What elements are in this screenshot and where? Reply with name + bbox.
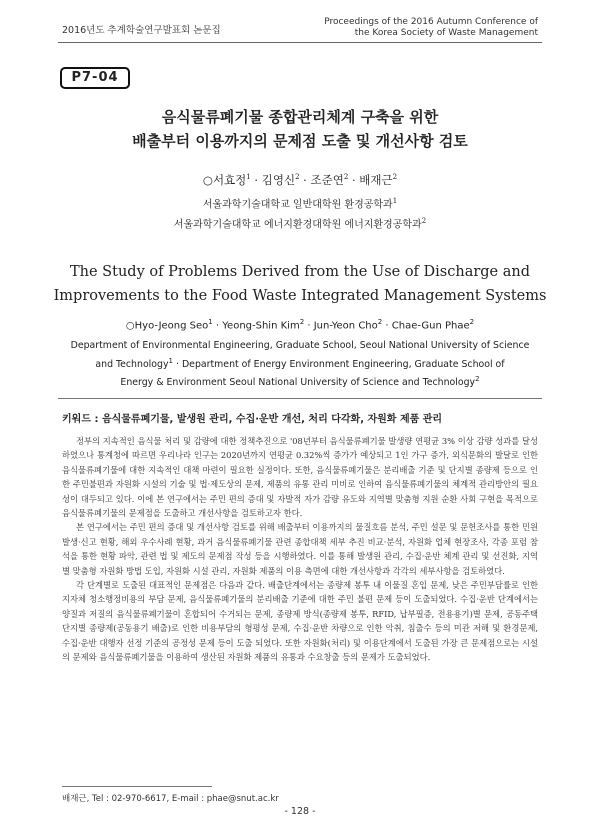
header-right-line2: the Korea Society of Waste Management bbox=[354, 28, 538, 38]
affiliation-sup: 2 bbox=[475, 375, 480, 384]
affiliation-sup: 1 bbox=[392, 197, 398, 205]
affiliation-sup: 2 bbox=[469, 318, 475, 326]
author-name: 조준연 bbox=[310, 173, 344, 187]
footnote-divider bbox=[62, 786, 212, 787]
english-title bbox=[0, 260, 600, 308]
header-right-line1: Proceedings of the 2016 Autumn Conference of bbox=[324, 17, 538, 27]
korean-affiliation-2 bbox=[0, 213, 600, 233]
page-number: - 128 - bbox=[284, 806, 316, 817]
english-affiliations bbox=[62, 338, 538, 391]
korean-affiliation-1 bbox=[0, 193, 600, 213]
paper-code-badge: P7-04 bbox=[60, 67, 130, 89]
keywords-line: 키워드 : 음식물류폐기물, 발생원 관리, 수집·운반 개선, 처리 다각화, 자원화 제품 관리 bbox=[62, 414, 443, 425]
affiliation-sup: 2 bbox=[299, 318, 305, 326]
author-separator: · bbox=[299, 173, 311, 187]
affiliation-text: Department of Energy Environment Engineering, Graduate School of bbox=[181, 358, 505, 370]
author-separator: · bbox=[250, 173, 262, 187]
presenter-marker: ○ bbox=[202, 173, 213, 187]
author-name: 배재근 bbox=[359, 173, 393, 187]
author-name: Chae-Gun Phae bbox=[391, 320, 470, 332]
affiliation-sup: 2 bbox=[377, 318, 383, 326]
korean-title-line2: 배출부터 이용까지의 문제점 도출 및 개선사항 검토 bbox=[132, 132, 468, 150]
header-proceedings-korean: 2016년도 추계학술연구발표회 논문집 bbox=[62, 25, 221, 36]
header-proceedings-english bbox=[324, 17, 538, 39]
author-separator: · bbox=[304, 320, 314, 332]
english-authors bbox=[0, 318, 600, 331]
affiliation-sup: 2 bbox=[421, 217, 427, 226]
body-paragraph: 각 단계별로 도출된 대표적인 문제점은 다음과 같다. 배출단계에서는 종량제 봉투 내 이물질 혼입 문제, 낮은 주민부담률로 인한 지자체 청소행정비용의 부담 문제, 음식물류폐기물의 분리배출 기준에 대한 주민 불편 문제 등이 도출되었다. 수집·운반 단계에서는 양질과 저질의 음식물류폐기물이 혼합되어 수거되는 문제, 종량제 방식(종량제 봉투, RFID, 납부필증, 전용용기)별 문제, 공동주택 단지별 종량제(공동용기 배출)로 인한 비용부담의 형평성 문제, 수집·운반 차량으로 인한 악취, 침출수 등의 미관 저해 및 환경문제, 수집·운반 대행자 선정 기준의 공정성 문제 등이 도출 되었다. 또한 자원화(처리) 및 이용단계에서 도출된 가장 큰 문제점으로는 시설의 문제와 음식물류폐기물을 이용하여 생산된 자원화 제품의 유통과 수요창출 등의 문제가 도출되었다. bbox=[62, 580, 538, 663]
affiliation-sup: 2 bbox=[392, 173, 398, 182]
affiliation-sup: 1 bbox=[246, 173, 251, 182]
author-name: 서효정 bbox=[212, 173, 247, 187]
corresponding-author-footnote: 배재근, Tel : 02-970-6617, E-mail : phae@snut.ac.kr bbox=[62, 794, 279, 804]
author-separator: · bbox=[173, 358, 182, 370]
affiliation-text: 서울과학기술대학교 일반대학원 환경공학과 bbox=[202, 199, 393, 211]
affiliation-text: and Technology bbox=[95, 358, 169, 370]
author-separator: · bbox=[212, 320, 223, 332]
affiliation-text: 서울과학기술대학교 에너지환경대학원 에너지환경공학과 bbox=[173, 219, 422, 231]
affiliation-sup: 2 bbox=[343, 173, 349, 182]
author-name: Yeong-Shin Kim bbox=[222, 320, 300, 332]
english-title-line2: Improvements to the Food Waste Integrated Management Systems bbox=[53, 288, 547, 304]
affiliation-sup: 2 bbox=[295, 173, 300, 182]
author-separator: · bbox=[348, 173, 360, 187]
body-paragraph: 정부의 지속적인 음식물 처리 및 감량에 대한 정책추진으로 '08년부터 음식물류폐기물 발생량 연평균 3% 이상 감량 성과를 달성하였으나 통계청에 따르면 우리나라 인구는 2020년까지 연평균 0.32%씩 증가가 예상되고 1인 가구 증가, 외식문화의 발달로 인한 음식물류폐기물에 대한 지속적인 대책 마련이 필요한 실정이다. 또한, 음식물류폐기물은 분리배출 기준 및 단지별 종량제 등으로 인한 주민불편과 자원화 시설의 기술 및 법·제도상의 문제, 제품의 유통 관리 미비로 인하여 음식물류폐기물의 체계적 관리방안의 필요성이 대두되고 있다. 이에 본 연구에서는 주민 편의 증대 및 자발적 자가 감량 유도와 지역별 맞춤형 지원 순환 사회 구현을 목적으로 음식물류폐기물의 문제점을 도출하고 개선사항을 검토하고자 한다. bbox=[62, 436, 538, 519]
author-separator: · bbox=[382, 320, 392, 332]
korean-title-line1: 음식물류폐기물 종합관리체계 구축을 위한 bbox=[161, 108, 439, 126]
body-paragraph: 본 연구에서는 주민 편의 증대 및 개선사항 검토를 위해 배출부터 이용까지의 물질흐름 분석, 주민 설문 및 문헌조사를 통한 민원 발생·신고 현황, 해외 우수사례 현황, 과거 음식물류폐기물 관련 종합대책 세부 추진 비교·분석, 자원화 업체 현장조사, 각종 포럼 참석을 통한 현황 파악, 관련 법 및 제도의 문제점 작성 등을 시행하였다. 이를 통해 발생원 관리, 수집·운반 체계 관리 및 선진화, 지역별 맞춤형 자원화 방법 도입, 자원화 시설 관리, 자원화 제품의 이용 측면에 대한 개선사항과 각각의 세부사항을 검토하였다. bbox=[62, 522, 538, 576]
english-affiliation-line1: Department of Environmental Engineering, Graduate School, Seoul National University of Science bbox=[70, 340, 530, 351]
affiliation-sup: 1 bbox=[208, 318, 213, 326]
korean-affiliations bbox=[0, 193, 600, 234]
english-affiliation-line2 bbox=[62, 354, 538, 373]
presenter-marker: ○ bbox=[125, 320, 135, 332]
abstract-body bbox=[62, 434, 538, 665]
affiliation-sup: 1 bbox=[168, 356, 173, 365]
author-name: Hyo-Jeong Seo bbox=[134, 320, 209, 332]
korean-title bbox=[0, 105, 600, 153]
english-affiliation-line3 bbox=[62, 372, 538, 391]
author-name: Jun-Yeon Cho bbox=[313, 320, 378, 332]
keywords-divider bbox=[58, 398, 542, 399]
author-name: 김영신 bbox=[261, 173, 296, 187]
english-title-line1: The Study of Problems Derived from the Use of Discharge and bbox=[69, 264, 531, 280]
header-divider bbox=[58, 42, 542, 43]
affiliation-text: Energy & Environment Seoul National University of Science and Technology bbox=[120, 377, 476, 389]
korean-authors bbox=[0, 172, 600, 188]
